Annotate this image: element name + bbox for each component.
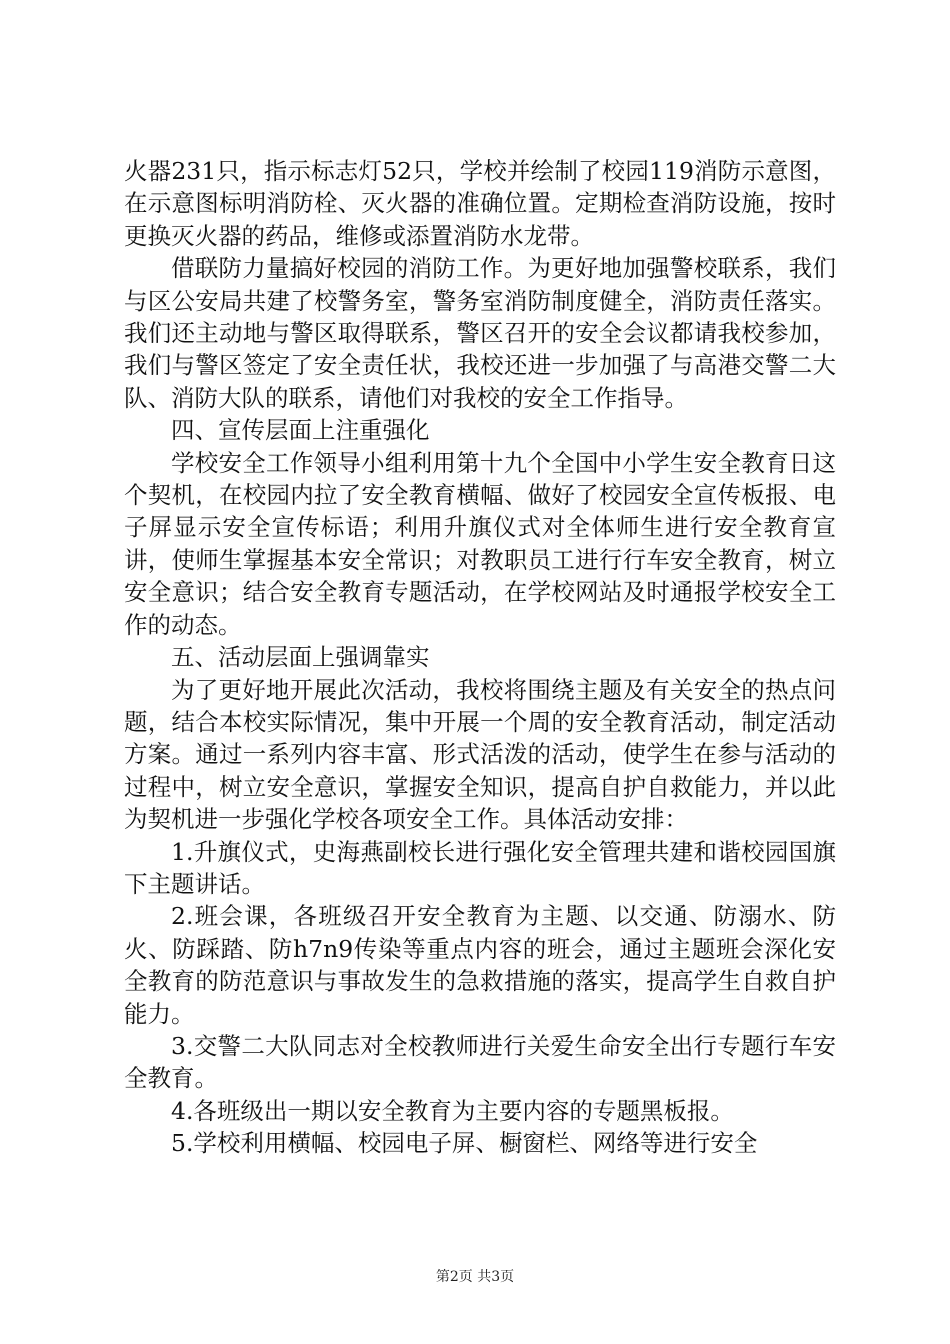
- paragraph-activities: 为了更好地开展此次活动，我校将围绕主题及有关安全的热点问题，结合本校实际情况，集中开展一个周的安全教育活动，制定活动方案。通过一系列内容丰富、形式活泼的活动，使学生在参与活动的过程中，树立安全意识，掌握安全知识，提高自护自救能力，并以此为契机进一步强化学校各项安全工作。具体活动安排：: [124, 675, 836, 834]
- list-item-traffic-police: 3.交警二大队同志对全校教师进行关爱生命安全出行专题行车安全教育。: [124, 1031, 836, 1093]
- paragraph-fire-equipment: 火器231只，指示标志灯52只，学校并绘制了校园119消防示意图，在示意图标明消防栓、灭火器的准确位置。定期检查消防设施，按时更换灭火器的药品，维修或添置消防水龙带。: [124, 157, 836, 250]
- document-body: [124, 155, 836, 1160]
- paragraph-publicity: 学校安全工作领导小组利用第十九个全国中小学生安全教育日这个契机，在校园内拉了安全教育横幅、做好了校园安全宣传板报、电子屏显示安全宣传标语；利用升旗仪式对全体师生进行安全教育宣讲，使师生掌握基本安全常识；对教职员工进行行车安全教育，树立安全意识；结合安全教育专题活动，在学校网站及时通报学校安全工作的动态。: [124, 448, 836, 639]
- list-item-flag-ceremony: 1.升旗仪式，史海燕副校长进行强化安全管理共建和谐校园国旗下主题讲话。: [124, 837, 836, 898]
- list-item-class-meeting: 2.班会课，各班级召开安全教育为主题、以交通、防溺水、防火、防踩踏、防h7n9传染等重点内容的班会，通过主题班会深化安全教育的防范意识与事故发生的急救措施的落实，提高学生自救自护能力。: [124, 902, 836, 1028]
- list-item-blackboard: 4.各班级出一期以安全教育为主要内容的专题黑板报。: [171, 1096, 734, 1125]
- list-item-banners: 5.学校利用横幅、校园电子屏、橱窗栏、网络等进行安全: [171, 1129, 758, 1158]
- page-footer: 第2页 共3页: [435, 1269, 515, 1285]
- section-heading-publicity: 四、宣传层面上注重强化: [171, 416, 430, 445]
- section-heading-activities: 五、活动层面上强调靠实: [171, 643, 430, 672]
- paragraph-joint-defense: 借联防力量搞好校园的消防工作。为更好地加强警校联系，我们与区公安局共建了校警务室，警务室消防制度健全，消防责任落实。我们还主动地与警区取得联系，警区召开的安全会议都请我校参加，我们与警区签定了安全责任状，我校还进一步加强了与高港交警二大队、消防大队的联系，请他们对我校的安全工作指导。: [124, 254, 836, 412]
